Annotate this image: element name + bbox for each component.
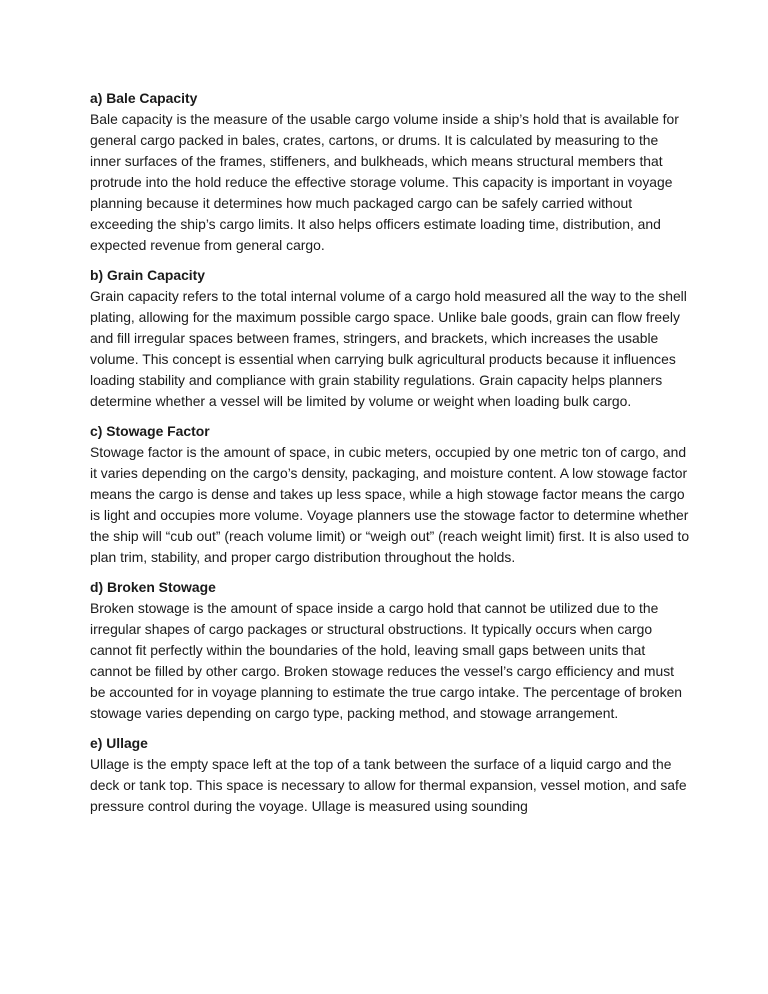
section-broken-stowage: [90, 577, 690, 724]
section-heading: b) Grain Capacity: [90, 267, 206, 283]
section-ullage: [90, 733, 690, 817]
document-page: [90, 88, 690, 826]
section-bale-capacity: [90, 88, 690, 256]
section-paragraph: Ullage is the empty space left at the top of a tank between the surface of a liquid cargo and the deck or tank top. This space is necessary to allow for thermal expansion, vessel motion, and safe pressure control during the voyage. Ullage is measured using sounding: [90, 756, 687, 814]
section-heading: a) Bale Capacity: [90, 90, 198, 106]
section-paragraph: Bale capacity is the measure of the usable cargo volume inside a ship’s hold that is available for general cargo packed in bales, crates, cartons, or drums. It is calculated by measuring to the inner surfaces of the frames, stiffeners, and bulkheads, which means structural members that protrude into the hold reduce the effective storage volume. This capacity is important in voyage planning because it determines how much packaged cargo can be safely carried without exceeding the ship’s cargo limits. It also helps officers estimate loading time, distribution, and expected revenue from general cargo.: [90, 111, 679, 253]
section-heading: d) Broken Stowage: [90, 579, 216, 595]
section-heading: e) Ullage: [90, 735, 148, 751]
section-paragraph: Stowage factor is the amount of space, in cubic meters, occupied by one metric ton of cargo, and it varies depending on the cargo’s density, packaging, and moisture content. A low stowage factor means the cargo is dense and takes up less space, while a high stowage factor means the cargo is light and occupies more volume. Voyage planners use the stowage factor to determine whether the ship will “cub out” (reach volume limit) or “weigh out” (reach weight limit) first. It is also used to plan trim, stability, and proper cargo distribution throughout the holds.: [90, 444, 690, 565]
section-paragraph: Broken stowage is the amount of space inside a cargo hold that cannot be utilized due to the irregular shapes of cargo packages or structural obstructions. It typically occurs when cargo cannot fit perfectly within the boundaries of the hold, leaving small gaps between units that cannot be filled by other cargo. Broken stowage reduces the vessel’s cargo efficiency and must be accounted for in voyage planning to estimate the true cargo intake. The percentage of broken stowage varies depending on cargo type, packing method, and stowage arrangement.: [90, 600, 683, 721]
section-paragraph: Grain capacity refers to the total internal volume of a cargo hold measured all the way to the shell plating, allowing for the maximum possible cargo space. Unlike bale goods, grain can flow freely and fill irregular spaces between frames, stringers, and brackets, which increases the usable volume. This concept is essential when carrying bulk agricultural products because it influences loading stability and compliance with grain stability regulations. Grain capacity helps planners determine whether a vessel will be limited by volume or weight when loading bulk cargo.: [90, 288, 687, 409]
section-grain-capacity: [90, 265, 690, 412]
section-stowage-factor: [90, 421, 690, 568]
section-heading: c) Stowage Factor: [90, 423, 210, 439]
